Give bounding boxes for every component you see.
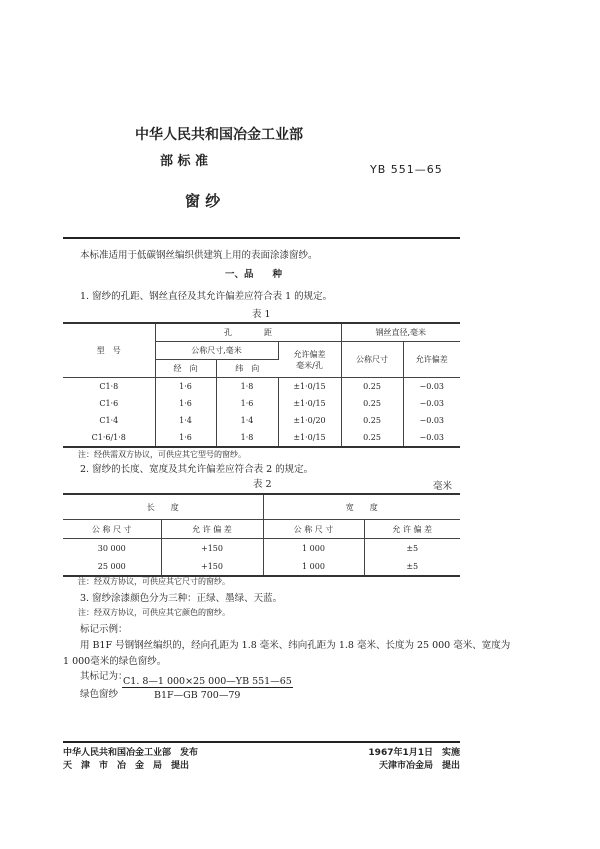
table-cell: 1·8	[216, 378, 278, 396]
standard-code: YB 551—65	[370, 163, 443, 176]
table-cell: C1·6	[63, 395, 155, 412]
table-row	[63, 539, 460, 558]
table-row	[63, 429, 460, 447]
header-rule	[63, 237, 460, 239]
item-3: 3. 窗纱涂漆颜色分为三种：正绿、墨绿、天蓝。	[80, 593, 283, 604]
item-2: 2. 窗纱的长度、宽度及其允许偏差应符合表 2 的规定。	[80, 464, 314, 475]
table-cell: ±1·0/20	[278, 412, 341, 429]
table-cell: ±1·0/15	[278, 395, 341, 412]
header-model: 型 号	[63, 323, 155, 378]
header-wire-nominal: 公称尺寸	[341, 342, 403, 378]
standard-type: 部 标 准	[160, 154, 209, 169]
table-cell: 0.25	[341, 378, 403, 396]
scope-text: 本标准适用于低碳钢丝编织供建筑上用的表面涂漆窗纱。	[80, 250, 318, 261]
marking-text-2: 1 000毫米的绿色窗纱。	[63, 656, 167, 667]
table-1	[63, 322, 460, 448]
table-cell: 0.25	[341, 395, 403, 412]
header-width-tol: 允 许 偏 差	[364, 520, 460, 539]
table-cell: 0.25	[341, 429, 403, 447]
ministry-name: 中华人民共和国冶金工业部	[135, 127, 303, 143]
table-cell: ±1·0/15	[278, 429, 341, 447]
header-wire: 钢丝直径,毫米	[341, 323, 460, 342]
table-cell: 1·6	[155, 378, 216, 396]
header-width: 宽 度	[263, 494, 460, 520]
marking-heading: 标记示例：	[80, 624, 128, 635]
footer-issuer: 中华人民共和国冶金工业部 发布	[63, 748, 199, 758]
table1-caption: 表 1	[252, 309, 271, 320]
table-cell: −0.03	[419, 399, 444, 408]
table-cell: 1·4	[216, 412, 278, 429]
table2-note: 注：经双方协议，可供应其它尺寸的窗纱。	[78, 577, 230, 586]
table2-unit: 毫米	[433, 481, 453, 492]
table2-caption: 表 2	[253, 479, 272, 490]
header-length-tol: 允 许 偏 差	[161, 520, 263, 539]
marking-denominator: B1F—GB 700—79	[154, 690, 241, 701]
table-cell: 1·4	[155, 412, 216, 429]
marking-label: 其标记为：	[80, 671, 128, 682]
header-width-nominal: 公 称 尺 寸	[263, 520, 364, 539]
table-cell: 1 000	[263, 557, 364, 576]
table-2	[63, 493, 460, 577]
document-title: 窗 纱	[185, 192, 221, 210]
table-row	[63, 557, 460, 576]
marking-prefix: 绿色窗纱	[80, 689, 119, 700]
table-cell: 1·6	[155, 429, 216, 447]
header-weft: 纬 向	[216, 360, 278, 378]
table-cell: C1·8	[63, 378, 155, 396]
header-nominal: 公称尺寸,毫米	[155, 342, 278, 360]
marking-numerator: C1. 8—1 000×25 000—YB 551—65	[123, 676, 292, 687]
header-warp: 经 向	[155, 360, 216, 378]
table-row	[63, 412, 460, 429]
footer-proposer-right: 天津市冶金局 提出	[378, 761, 460, 771]
table-cell: C1·6/1·8	[63, 429, 155, 447]
table-cell: 0.25	[341, 412, 403, 429]
footer-rule	[63, 741, 460, 743]
table1-note: 注：经供需双方协议，可供应其它型号的窗纱。	[78, 450, 246, 459]
table-cell: 25 000	[63, 557, 161, 576]
table-cell: −0.03	[419, 416, 444, 425]
footer-proposer: 天 津 市 冶 金 局 提出	[63, 761, 190, 771]
table-cell: 1·6	[216, 395, 278, 412]
table-cell: C1·4	[63, 412, 155, 429]
table-row	[63, 395, 460, 412]
marking-text-1: 用 B1F 号钢钢丝编织的，经向孔距为 1.8 毫米、纬向孔距为 1.8 毫米、长度为 25 000 毫米、宽度为	[80, 640, 511, 651]
footer-effective-date: 1967年1月1日 实施	[368, 748, 460, 758]
header-pitch: 孔 距	[155, 323, 341, 342]
table-cell: 30 000	[63, 539, 161, 558]
table-cell: 1 000	[263, 539, 364, 558]
table-cell: −0.03	[419, 382, 444, 391]
table-cell: 1·6	[155, 395, 216, 412]
table-cell: +150	[161, 539, 263, 558]
header-length: 长 度	[63, 494, 263, 520]
table-cell: ±1·0/15	[278, 378, 341, 396]
table-cell: ±5	[406, 543, 419, 553]
header-pitch-tol: 允许偏差 毫米/孔	[278, 342, 341, 378]
header-wire-tol: 允许偏差	[403, 342, 460, 378]
table-row	[63, 378, 460, 396]
header-length-nominal: 公 称 尺 寸	[63, 520, 161, 539]
table-cell: −0.03	[419, 433, 444, 442]
table-cell: 1·8	[216, 429, 278, 447]
item-1: 1. 窗纱的孔距、钢丝直径及其允许偏差应符合表 1 的规定。	[80, 291, 333, 302]
color-note: 注：经双方协议，可供应其它颜色的窗纱。	[78, 608, 230, 617]
table-cell: +150	[161, 557, 263, 576]
section-heading: 一、品 种	[225, 269, 283, 280]
table-cell: ±5	[406, 561, 419, 571]
